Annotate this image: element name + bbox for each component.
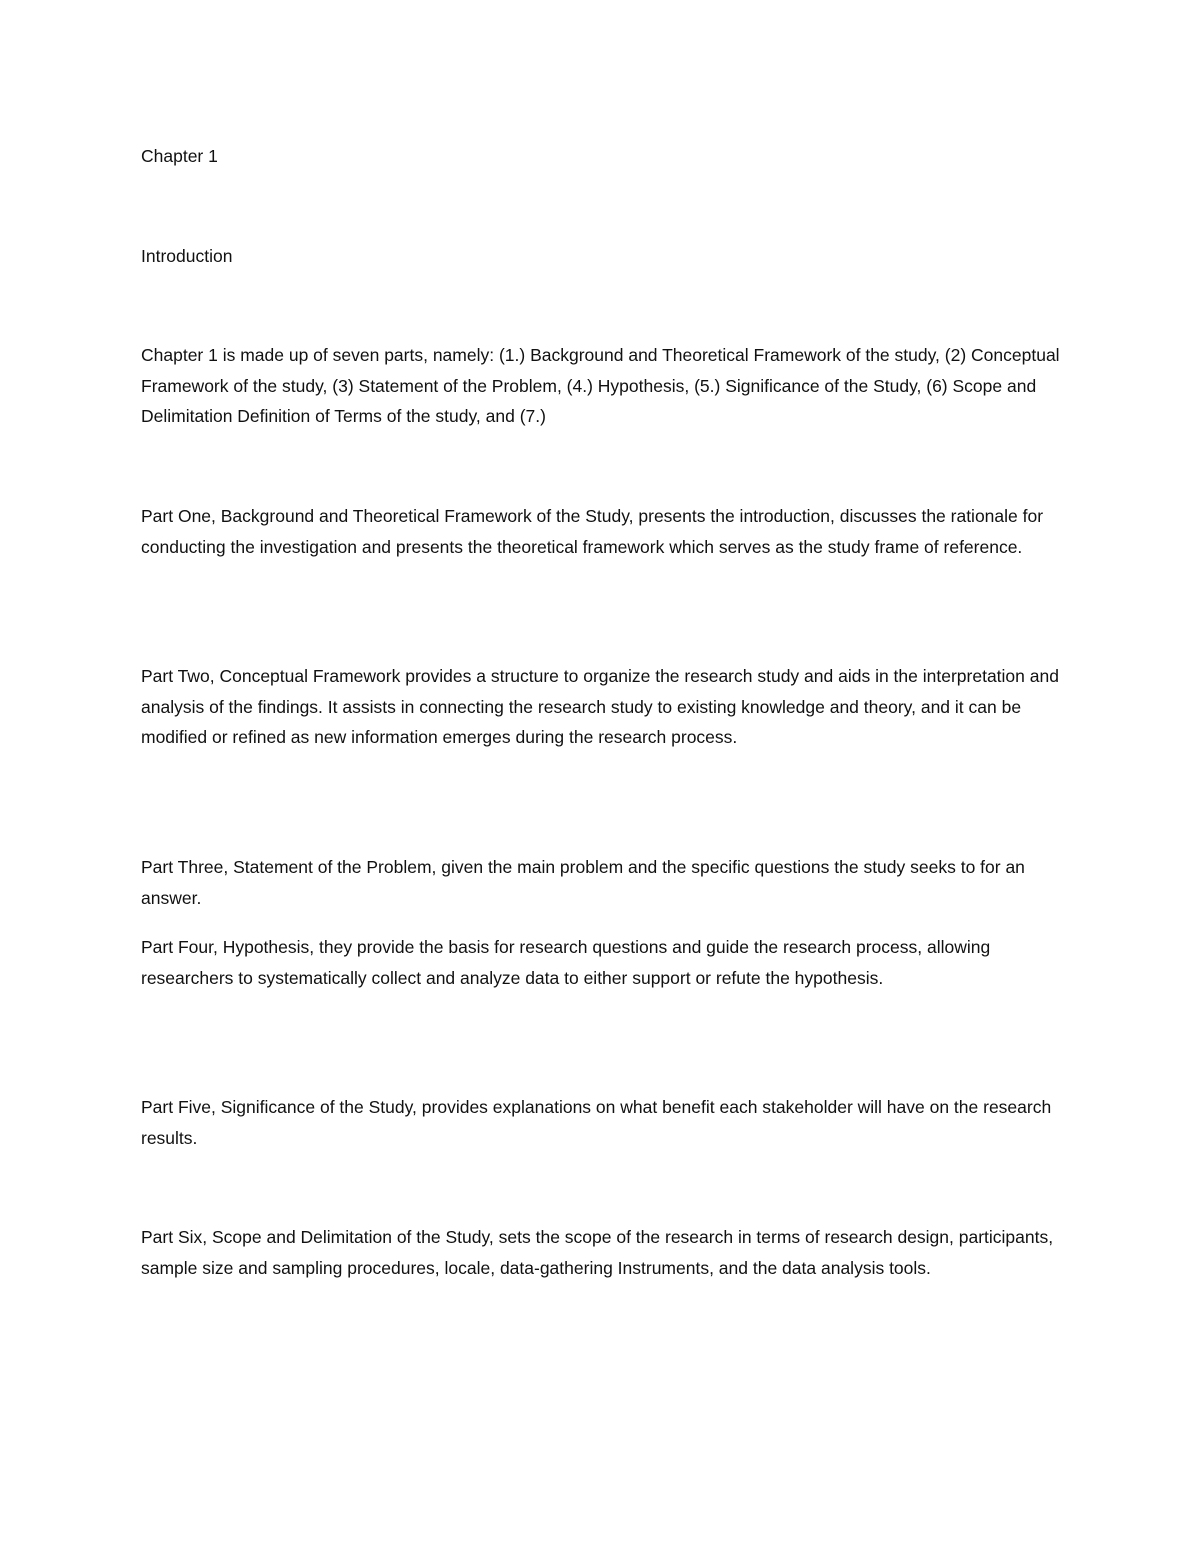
paragraph-part-two: Part Two, Conceptual Framework provides a structure to organize the research study and aids in the interpretation and analysis of the findings. It assists in connecting the research study to existing knowledge and theory, and it can be modified or refined as new information emerges during the research process.: [141, 666, 1059, 747]
paragraph-part-six: Part Six, Scope and Delimitation of the Study, sets the scope of the research in terms of research design, participants, sample size and sampling procedures, locale, data-gathering Instruments, and the data analysis tools.: [141, 1227, 1054, 1278]
section-heading: Introduction: [141, 246, 233, 266]
paragraph-overview: Chapter 1 is made up of seven parts, namely: (1.) Background and Theoretical Framework of the study, (2) Conceptual Framework of the study, (3) Statement of the Problem, (4.) Hypothesis, (5.) Significance of the Study, (6) Scope and Delimitation Definition of Terms of the study, and (7.): [141, 345, 1060, 426]
chapter-heading: Chapter 1: [141, 146, 218, 166]
paragraph-part-one: Part One, Background and Theoretical Framework of the Study, presents the introduction, discusses the rationale for conducting the investigation and presents the theoretical framework which serves as the study frame of reference.: [141, 506, 1044, 557]
paragraph-part-five: Part Five, Significance of the Study, provides explanations on what benefit each stakeholder will have on the research results.: [141, 1097, 1052, 1148]
paragraph-part-three: Part Three, Statement of the Problem, given the main problem and the specific questions the study seeks to for an answer.: [141, 857, 1025, 908]
paragraph-part-four: Part Four, Hypothesis, they provide the basis for research questions and guide the research process, allowing researchers to systematically collect and analyze data to either support or refute the hypothesis.: [141, 937, 991, 988]
